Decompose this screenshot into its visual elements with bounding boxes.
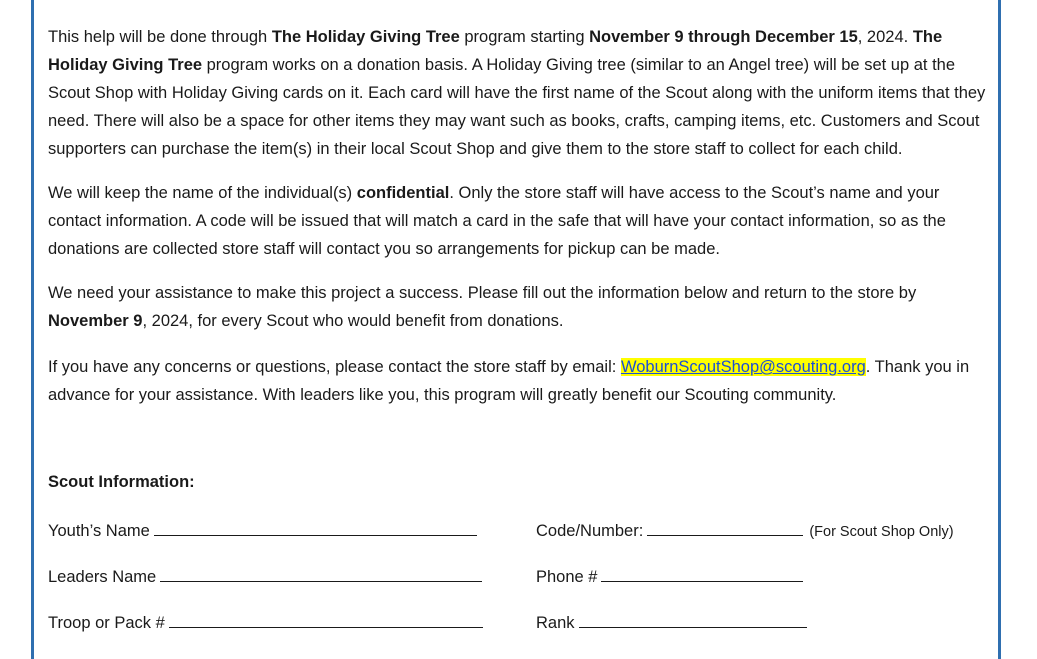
leaders-name-label: Leaders Name: [48, 568, 157, 586]
text: . Thank you in advance for your assistance. With leaders like you, this program will greatly benefit our Scouting community.: [48, 358, 970, 404]
text: , 2024, for every Scout who would benefit from donations.: [142, 312, 564, 330]
code-number-field: [536, 519, 954, 541]
youth-name-input-line[interactable]: [154, 519, 477, 536]
bold-deadline: November 9: [48, 312, 143, 330]
letter-body: [48, 23, 988, 409]
rank-input-line[interactable]: [579, 611, 807, 628]
form-row-2: [48, 565, 988, 589]
bold-program-name: The Holiday Giving Tree: [48, 28, 943, 74]
youth-name-label: Youth’s Name: [48, 522, 150, 540]
document-page: [31, 0, 1001, 659]
paragraph-confidentiality: [48, 179, 988, 263]
text: We need your assistance to make this project a success. Please fill out the information below and return to the store by: [48, 284, 917, 302]
text: . Only the store staff will have access to the Scout’s name and your contact information. A code will be issued that will match a card in the safe that will have your contact information, so as the donations are collected store staff will contact you so arrangements for pickup can be made.: [48, 184, 946, 258]
text: , 2024.: [857, 28, 913, 46]
form-row-3: [48, 611, 988, 635]
bold-program-name: The Holiday Giving Tree: [271, 28, 460, 46]
phone-label: Phone #: [536, 568, 598, 586]
youth-name-field: [48, 519, 477, 541]
bold-confidential: confidential: [356, 184, 450, 202]
text: program starting: [459, 28, 590, 46]
paragraph-program-description: [48, 23, 988, 163]
troop-pack-field: [48, 611, 483, 633]
phone-field: [536, 565, 803, 587]
code-number-label: Code/Number:: [536, 522, 644, 540]
text: We will keep the name of the individual(s): [48, 184, 357, 202]
paragraph-contact: [48, 353, 988, 409]
leaders-name-field: [48, 565, 482, 587]
code-number-input-line[interactable]: [647, 519, 803, 536]
text: If you have any concerns or questions, please contact the store staff by email:: [48, 358, 621, 376]
form-row-1: [48, 519, 988, 543]
text: This help will be done through: [48, 28, 272, 46]
bold-date-range: November 9 through December 15: [589, 28, 858, 46]
troop-pack-label: Troop or Pack #: [48, 614, 165, 632]
email-link[interactable]: WoburnScoutShop@scouting.org: [620, 358, 866, 376]
paragraph-request: [48, 279, 988, 335]
phone-input-line[interactable]: [601, 565, 803, 582]
text: program works on a donation basis. A Holiday Giving tree (similar to an Angel tree) will be set up at the Scout Shop with Holiday Giving cards on it. Each card will have the first name of the Scout along with the uniform items that they need. There will also be a space for other items they may want such as books, crafts, camping items, etc. Customers and Scout supporters can purchase the item(s) in their local Scout Shop and give them to the store staff to collect for each child.: [48, 56, 986, 158]
section-title-scout-info: Scout Information:: [48, 473, 195, 491]
code-note: (For Scout Shop Only): [809, 524, 954, 540]
rank-label: Rank: [536, 614, 575, 632]
rank-field: [536, 611, 807, 633]
troop-pack-input-line[interactable]: [169, 611, 483, 628]
leaders-name-input-line[interactable]: [160, 565, 482, 582]
